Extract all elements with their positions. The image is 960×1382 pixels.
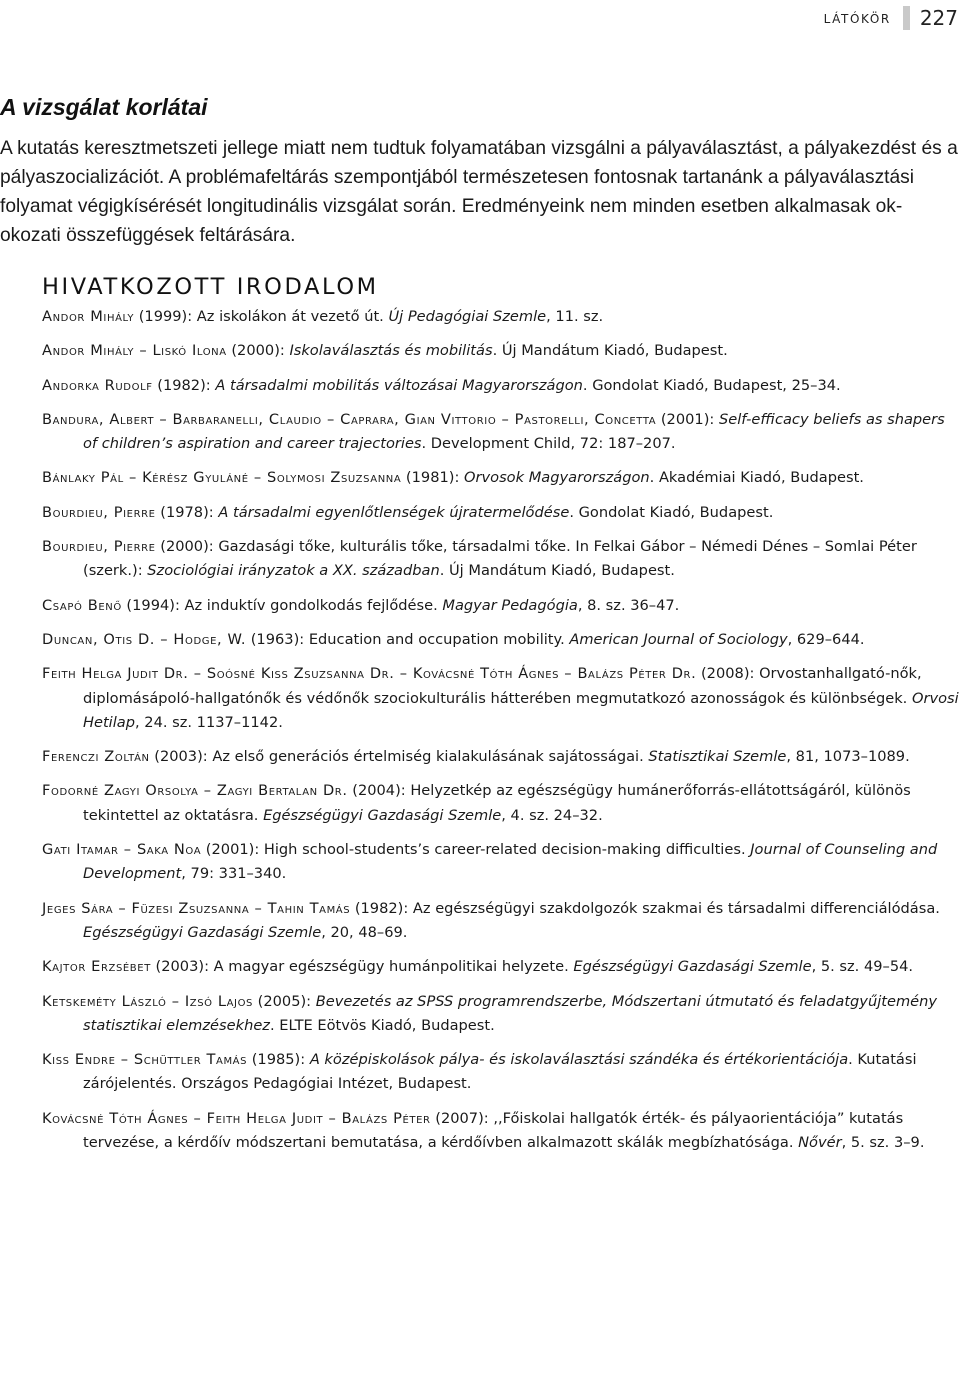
reference-item bbox=[0, 339, 960, 363]
reference-text: (1963): Education and occupation mobility. bbox=[246, 630, 570, 648]
reference-details: . Kutatási zárójelentés. Országos Pedagógiai Intézet, Budapest. bbox=[83, 1051, 917, 1093]
reference-text: (2003): A magyar egészségügy humánpolitikai helyzete. bbox=[150, 958, 574, 976]
reference-authors: Jeges Sára – Füzesi Zsuzsanna – Tahin Tamás bbox=[42, 899, 351, 917]
reference-item bbox=[0, 408, 960, 457]
reference-authors: Ferenczi Zoltán bbox=[42, 748, 150, 766]
reference-title: A középiskolások pálya- és iskolaválasztási szándéka és értékorientációja bbox=[309, 1051, 849, 1069]
reference-details: , 629–644. bbox=[787, 630, 865, 648]
reference-title: Self-efficacy beliefs as shapers of children’s aspiration and career trajectories bbox=[83, 410, 945, 453]
page-number: 227 bbox=[919, 6, 958, 30]
reference-details: , 11. sz. bbox=[546, 308, 604, 325]
reference-item bbox=[0, 745, 960, 769]
section-title: A vizsgálat korlátai bbox=[0, 94, 208, 120]
page-content bbox=[0, 90, 960, 1165]
reference-details: . Gondolat Kiadó, Budapest. bbox=[569, 503, 774, 521]
reference-text: (2004): Helyzetkép az egészségügy humánerőforrás-ellátottságáról, különös tekintettel az oktatásra. bbox=[83, 782, 911, 824]
reference-details: , 24. sz. 1137–1142. bbox=[135, 713, 283, 731]
reference-title: American Journal of Sociology bbox=[569, 630, 788, 648]
reference-authors: Csapó Benő bbox=[42, 596, 122, 614]
reference-details: , 20, 48–69. bbox=[321, 923, 408, 941]
reference-details: . Új Mandátum Kiadó, Budapest. bbox=[439, 562, 675, 580]
reference-text: (2000): bbox=[226, 342, 290, 360]
reference-text: (1981): bbox=[401, 469, 465, 487]
reference-text: (1999): Az iskolákon át vezető út. bbox=[134, 308, 389, 325]
reference-authors: Kiss Endre – Schüttler Tamás bbox=[42, 1051, 248, 1069]
reference-text: (1994): Az induktív gondolkodás fejlődése. bbox=[121, 596, 443, 614]
reference-details: . Development Child, 72: 187–207. bbox=[421, 435, 676, 453]
reference-details: , 81, 1073–1089. bbox=[786, 748, 910, 766]
reference-title: Statisztikai Szemle bbox=[648, 748, 787, 766]
reference-item bbox=[0, 838, 960, 887]
reference-text: (1985): bbox=[247, 1051, 310, 1069]
reference-authors: Kovácsné Tóth Ágnes – Feith Helga Judit – Balázs Péter bbox=[42, 1109, 431, 1127]
reference-authors: Fodorné Zagyi Orsolya – Zagyi Bertalan Dr. bbox=[42, 782, 348, 800]
reference-text: (2000): Gazdasági tőke, kulturális tőke, társadalmi tőke. In Felkai Gábor – Némedi Dénes – Somlai Péter (szerk.): bbox=[83, 538, 917, 580]
reference-authors: Ketskeméty László – Izsó Lajos bbox=[42, 992, 254, 1010]
reference-authors: Feith Helga Judit Dr. – Soósné Kiss Zsuzsanna Dr. – Kovácsné Tóth Ágnes – Balázs Péter Dr. bbox=[42, 665, 697, 683]
reference-item bbox=[0, 897, 960, 946]
reference-title: Orvosi Hetilap bbox=[83, 689, 959, 731]
reference-title: Egészségügyi Gazdasági Szemle bbox=[83, 923, 322, 941]
reference-text: (2008): Orvostanhallgató-nők, diplomásápoló-hallgatónők és védőnők szociokulturális hátterében megmutatkozó azonosságok és különbségek. bbox=[83, 665, 922, 707]
reference-details: . Új Mandátum Kiadó, Budapest. bbox=[492, 342, 728, 360]
body-paragraph: A kutatás keresztmetszeti jellege miatt nem tudtuk folyamatában vizsgálni a pályaválasztást, a pályakezdést és a pályaszocializációt. A problémafeltárás szempontjából természetesen fontosnak tartanánk a pályaválasztási folyamat végigkísérését longitudinális vizsgálat során. Eredményeink nem minden esetben alkalmasak ok-okozati összefüggések feltárására. bbox=[0, 138, 958, 246]
reference-authors: Bourdieu, Pierre bbox=[42, 538, 156, 556]
reference-text: (2001): bbox=[656, 410, 719, 428]
reference-authors: Bandura, Albert – Barbaranelli, Claudio – Caprara, Gian Vittorio – Pastorelli, Concetta bbox=[42, 410, 657, 428]
reference-item bbox=[0, 501, 960, 525]
reference-authors: Andor Mihály bbox=[42, 308, 135, 325]
reference-text: (2005): bbox=[253, 992, 316, 1010]
reference-details: . Gondolat Kiadó, Budapest, 25–34. bbox=[582, 376, 841, 394]
reference-authors: Andor Mihály – Liskó Ilona bbox=[42, 342, 227, 360]
reference-authors: Duncan, Otis D. – Hodge, W. bbox=[42, 630, 247, 648]
reference-item bbox=[0, 955, 960, 979]
reference-text: (1982): Az egészségügyi szakdolgozók szakmai és társadalmi differenciálódása. bbox=[350, 899, 940, 917]
reference-list bbox=[0, 305, 960, 1155]
reference-item bbox=[0, 662, 960, 735]
reference-item bbox=[0, 594, 960, 618]
reference-details: . Akadémiai Kiadó, Budapest. bbox=[649, 469, 864, 487]
header-divider-bar bbox=[903, 6, 910, 30]
reference-item bbox=[0, 990, 960, 1039]
reference-item bbox=[0, 628, 960, 652]
reference-title: Új Pedagógiai Szemle bbox=[388, 308, 547, 325]
running-header bbox=[824, 6, 960, 30]
reference-authors: Kajtor Erzsébet bbox=[42, 958, 151, 976]
reference-title: Nővér bbox=[798, 1134, 842, 1152]
reference-item bbox=[0, 466, 960, 490]
reference-text: (2001): High school-students’s career-related decision-making difficulties. bbox=[201, 841, 751, 859]
reference-title: Journal of Counseling and Development bbox=[83, 841, 938, 883]
reference-details: , 79: 331–340. bbox=[181, 865, 287, 883]
reference-details: , 5. sz. 3–9. bbox=[841, 1134, 925, 1152]
reference-item bbox=[0, 1048, 960, 1097]
reference-text: (1982): bbox=[152, 376, 216, 394]
reference-item bbox=[0, 535, 960, 584]
reference-authors: Gati Itamar – Saka Noa bbox=[42, 841, 202, 859]
reference-item bbox=[0, 374, 960, 398]
reference-details: , 8. sz. 36–47. bbox=[577, 596, 680, 614]
reference-item bbox=[0, 305, 960, 329]
reference-item bbox=[0, 779, 960, 828]
reference-text: (2007): ,,Főiskolai hallgatók érték- és pályaorientációja” kutatás tervezése, a kérdőív módszertani bemutatása, a kérdőívben alkalmazott skálák megbízhatósága. bbox=[83, 1109, 904, 1152]
reference-title: Iskolaválasztás és mobilitás bbox=[289, 342, 493, 360]
reference-text: (2003): Az első generációs értelmiség kialakulásának sajátosságai. bbox=[149, 748, 649, 766]
reference-authors: Andorka Rudolf bbox=[42, 376, 153, 394]
reference-text: (1978): bbox=[155, 503, 219, 521]
reference-title: Orvosok Magyarországon bbox=[464, 469, 650, 487]
reference-authors: Bourdieu, Pierre bbox=[42, 503, 156, 521]
section-name: látókör bbox=[823, 8, 891, 28]
reference-authors: Bánlaky Pál – Kérész Gyuláné – Solymosi Zsuzsanna bbox=[42, 469, 402, 487]
reference-details: . ELTE Eötvös Kiadó, Budapest. bbox=[269, 1016, 495, 1034]
references-heading: HIVATKOZOTT IRODALOM bbox=[42, 274, 379, 300]
reference-details: , 5. sz. 49–54. bbox=[811, 958, 914, 976]
reference-title: Egészségügyi Gazdasági Szemle bbox=[263, 806, 502, 824]
reference-details: , 4. sz. 24–32. bbox=[501, 806, 603, 824]
reference-item bbox=[0, 1107, 960, 1156]
reference-title: A társadalmi mobilitás változásai Magyarországon bbox=[215, 376, 583, 394]
reference-title: Szociológiai irányzatok a XX. században bbox=[147, 562, 440, 580]
reference-title: Bevezetés az SPSS programrendszerbe, Módszertani útmutató és feladatgyűjtemény statisztikai elemzésekhez bbox=[83, 992, 938, 1034]
reference-title: A társadalmi egyenlőtlenségek újratermelődése bbox=[218, 503, 570, 521]
reference-title: Egészségügyi Gazdasági Szemle bbox=[573, 958, 812, 976]
reference-title: Magyar Pedagógia bbox=[442, 596, 578, 614]
